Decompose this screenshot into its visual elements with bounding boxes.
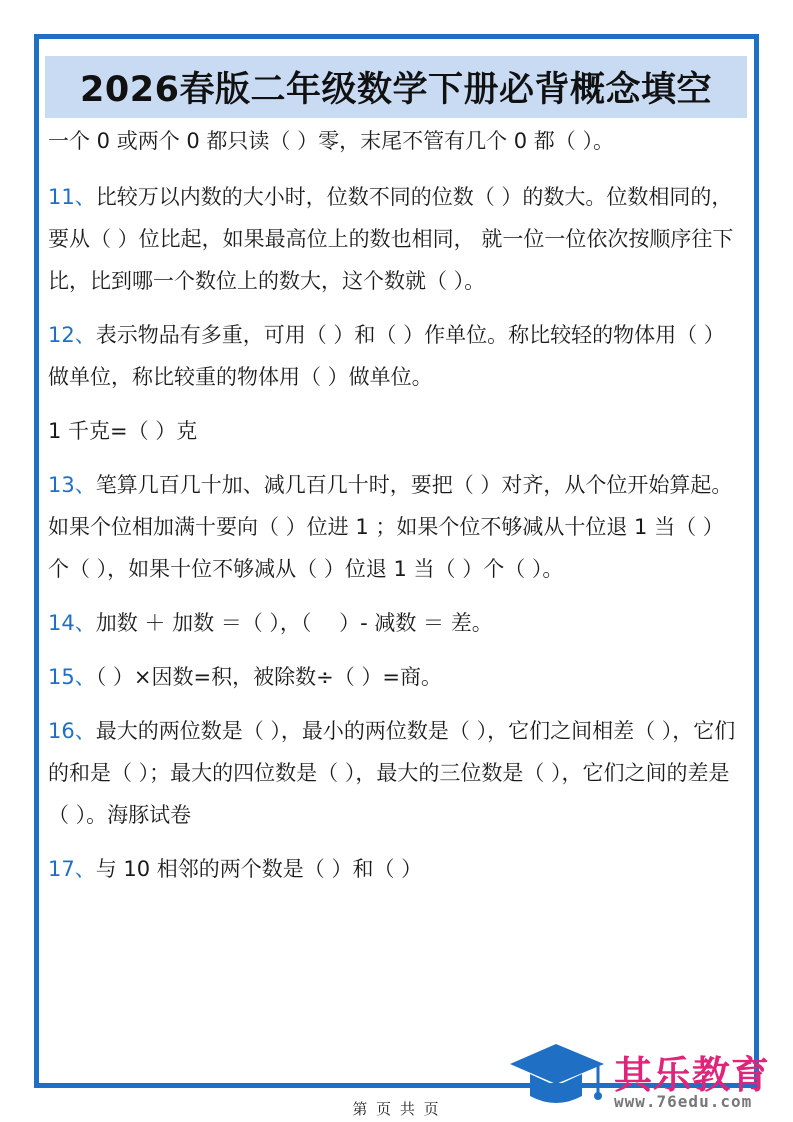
item-text: 最大的两位数是（ ），最小的两位数是（ ），它们之间相差（ ），它们的和是（ ）；最大的四位数是（ ），最大的三位数是（ ），它们之间的差是（ ）。海豚试卷 [48,719,736,827]
paragraph [48,410,742,452]
paragraph [48,314,742,398]
page-footer: 第 页 共 页 [352,1100,441,1118]
item-number: 16、 [48,719,96,743]
document-title: 2026春版二年级数学下册必背概念填空 [45,56,747,118]
document-body [48,120,742,902]
item-text: 加数 ＋ 加数 ＝（ ），（ ）- 减数 ＝ 差。 [95,611,493,635]
paragraph [48,464,742,590]
brand-url: www.76edu.com [614,1092,753,1111]
item-text: 1 千克=（ ）克 [48,419,198,443]
paragraph [48,848,742,890]
item-number: 14、 [48,611,96,635]
paragraph [48,120,742,162]
brand-name: 其乐教育 [614,1053,771,1097]
paragraph [48,176,742,302]
item-number: 12、 [48,323,96,347]
item-number: 15、 [48,665,96,689]
item-number: 11、 [48,185,96,209]
paragraph [48,656,742,698]
item-text: 与 10 相邻的两个数是（ ）和（ ） [95,857,423,881]
item-text: 笔算几百几十加、减几百几十时，要把（ ）对齐，从个位开始算起。如果个位相加满十要向（ ）位进 1 ；如果个位不够减从十位退 1 当（ ）个（ ），如果十位不够减从（ ）位退 1 当（ ）个（ ）。 [48,473,733,581]
paragraph [48,602,742,644]
item-number: 13、 [48,473,96,497]
item-text: 表示物品有多重，可用（ ）和（ ）作单位。称比较轻的物体用（ ）做单位，称比较重的物体用（ ）做单位。 [48,323,725,389]
item-text: （ ）×因数=积，被除数÷（ ）=商。 [95,665,442,689]
item-text: 一个 0 或两个 0 都只读（ ）零，末尾不管有几个 0 都（ ）。 [48,129,614,153]
item-number: 17、 [48,857,96,881]
paragraph [48,710,742,836]
item-text: 比较万以内数的大小时，位数不同的位数（ ）的数大。位数相同的，要从（ ）位比起，如果最高位上的数也相同， 就一位一位依次按顺序往下比，比到哪一个数位上的数大，这个数就（ ）。 [48,185,734,293]
